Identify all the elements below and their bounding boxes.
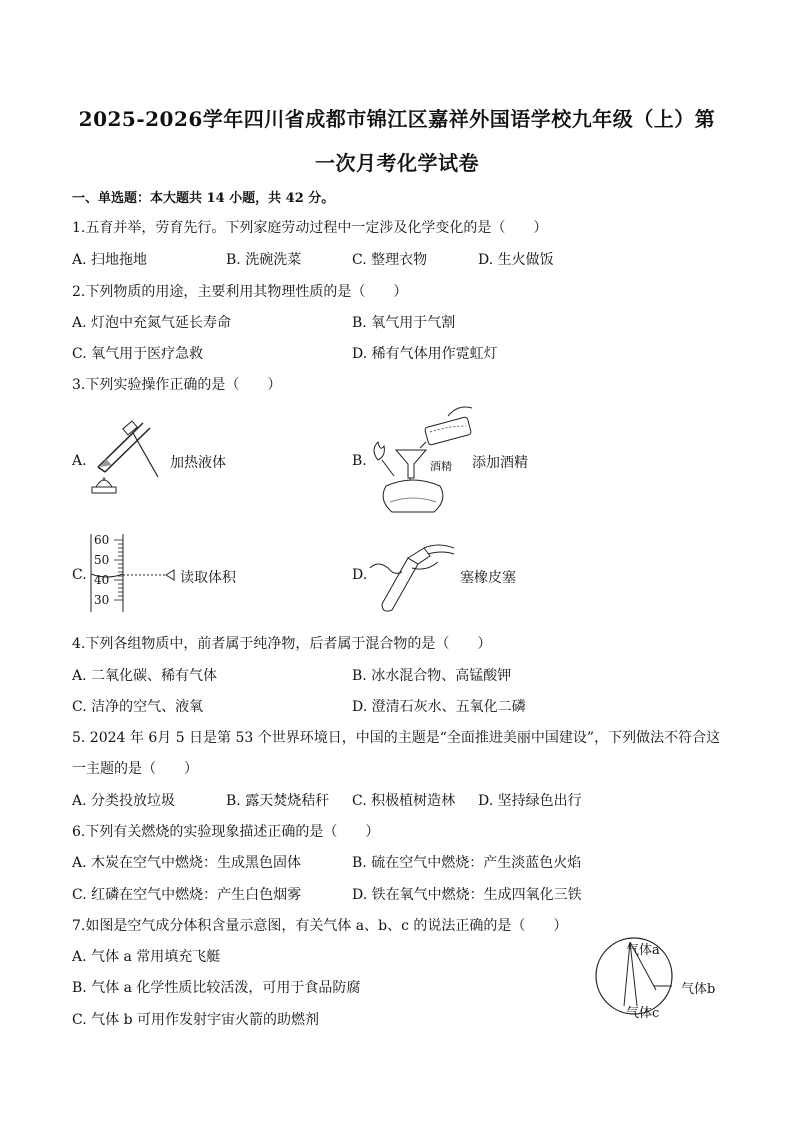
q3-label-c: 读取体积	[180, 570, 236, 586]
tick-60: 60	[94, 533, 110, 547]
heating-liquid-figure	[88, 415, 168, 500]
q6-stem: 6.下列有关燃烧的实验现象描述正确的是（ ）	[72, 824, 380, 840]
q5-option-b: B. 露天焚烧秸秆	[226, 793, 330, 809]
q6-option-c: C. 红磷在空气中燃烧：产生白色烟雾	[72, 887, 302, 903]
pie-label-b: 气体b	[681, 982, 716, 997]
q5-option-d: D. 坚持绿色出行	[478, 793, 582, 809]
tick-30: 30	[94, 593, 110, 607]
q7-stem: 7.如图是空气成分体积含量示意图，有关气体 a、b、c 的说法正确的是（ ）	[72, 918, 568, 934]
q2-option-c: C. 氧气用于医疗急救	[72, 346, 204, 362]
q2-option-b: B. 氧气用于气割	[352, 315, 456, 331]
q4-option-a: A. 二氧化碳、稀有气体	[72, 668, 218, 684]
q3-option-c: C.	[72, 567, 87, 583]
q6-option-d: D. 铁在氧气中燃烧：生成四氧化三铁	[352, 887, 582, 903]
q6-option-a: A. 木炭在空气中燃烧：生成黑色固体	[72, 855, 302, 871]
q7-option-a: A. 气体 a 常用填充飞艇	[72, 949, 221, 965]
q2-stem: 2.下列物质的用途，主要利用其物理性质的是（ ）	[72, 284, 408, 300]
section-heading: 一、单选题：本大题共 14 小题，共 42 分。	[72, 191, 335, 206]
q4-option-b: B. 冰水混合物、高锰酸钾	[352, 668, 512, 684]
adding-alcohol-figure	[368, 402, 478, 520]
q4-option-d: D. 澄清石灰水、五氧化二磷	[352, 699, 526, 715]
q1-option-a: A. 扫地拖地	[72, 252, 148, 268]
q5-stem-line2: 一主题的是（ ）	[72, 761, 198, 777]
q5-option-a: A. 分类投放垃圾	[72, 793, 176, 809]
q2-option-d: D. 稀有气体用作霓虹灯	[352, 346, 498, 362]
tick-40: 40	[94, 573, 110, 587]
q1-option-d: D. 生火做饭	[478, 252, 554, 268]
q5-option-c: C. 积极植树造林	[352, 793, 456, 809]
q3-option-b: B.	[352, 453, 367, 469]
tick-50: 50	[94, 553, 110, 567]
q3-option-d: D.	[352, 567, 368, 583]
q1-option-c: C. 整理衣物	[352, 252, 428, 268]
exam-title-line1: 2025-2026学年四川省成都市锦江区嘉祥外国语学校九年级（上）第	[78, 107, 716, 131]
exam-title-line2: 一次月考化学试卷	[315, 151, 479, 175]
q3-stem: 3.下列实验操作正确的是（ ）	[72, 377, 282, 393]
q7-option-b: B. 气体 a 化学性质比较活泼，可用于食品防腐	[72, 980, 361, 996]
q3-label-b-bottle: 酒精	[430, 460, 452, 473]
q7-option-c: C. 气体 b 可用作发射宇宙火箭的助燃剂	[72, 1012, 319, 1028]
q4-option-c: C. 洁净的空气、液氧	[72, 699, 204, 715]
q3-label-b: 添加酒精	[472, 455, 528, 471]
q1-option-b: B. 洗碗洗菜	[226, 252, 302, 268]
air-composition-pie	[596, 920, 726, 1030]
q3-option-a: A.	[72, 453, 87, 469]
q6-option-b: B. 硫在空气中燃烧：产生淡蓝色火焰	[352, 855, 582, 871]
q3-label-a: 加热液体	[170, 455, 226, 471]
q3-label-d: 塞橡皮塞	[460, 570, 516, 586]
q2-option-a: A. 灯泡中充氮气延长寿命	[72, 315, 232, 331]
pie-label-c: 气体c	[626, 1006, 660, 1021]
q5-stem-line1: 5. 2024 年 6月 5 日是第 53 个世界环境日，中国的主题是“全面推进美丽中国建设”，下列做法不符合这	[72, 730, 721, 746]
pie-label-a: 气体a	[626, 943, 660, 958]
q1-stem: 1.五育并举，劳育先行。下列家庭劳动过程中一定涉及化学变化的是（ ）	[72, 220, 548, 236]
stopper-figure	[368, 538, 458, 610]
q4-stem: 4.下列各组物质中，前者属于纯净物，后者属于混合物的是（ ）	[72, 636, 492, 652]
